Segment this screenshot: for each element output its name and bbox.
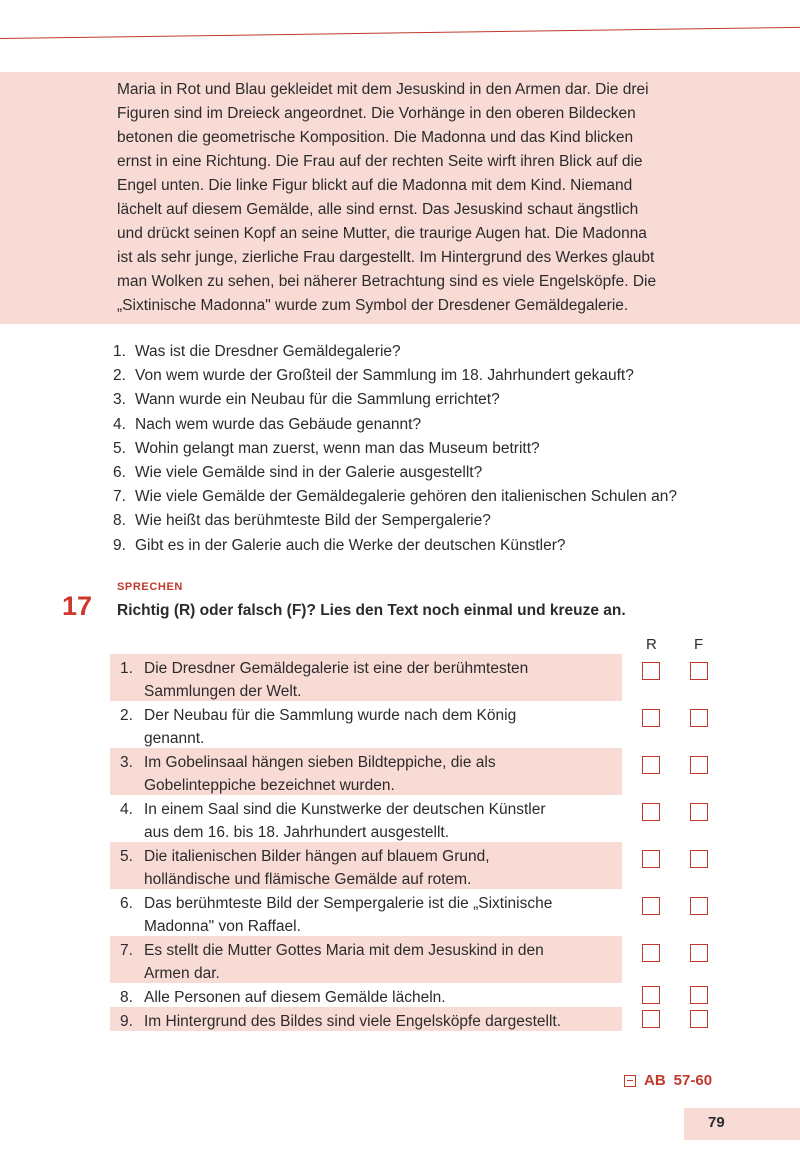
- statement-row: 7. Es stellt die Mutter Gottes Maria mit dem Jesuskind in den Armen dar.: [110, 936, 730, 983]
- reading-line: lächelt auf diesem Gemälde, alle sind ernst. Das Jesuskind schaut ängstlich: [117, 201, 639, 218]
- statement-row: 2. Der Neubau für die Sammlung wurde nach dem König genannt.: [110, 701, 730, 748]
- statement-row: 3. Im Gobelinsaal hängen sieben Bildteppiche, die als Gobelinteppiche bezeichnet wurden.: [110, 748, 730, 795]
- page-number-box: [684, 1108, 800, 1140]
- checkbox-f[interactable]: [690, 897, 708, 915]
- question-item: 5. Wohin gelangt man zuerst, wenn man das Museum betritt?: [113, 439, 540, 457]
- checkbox-f[interactable]: [690, 662, 708, 680]
- column-header-r: R: [646, 636, 657, 653]
- question-item: 6. Wie viele Gemälde sind in der Galerie ausgestellt?: [113, 464, 483, 482]
- checkbox-f[interactable]: [690, 850, 708, 868]
- checkbox-r[interactable]: [642, 850, 660, 868]
- checkbox-r[interactable]: [642, 897, 660, 915]
- statement-row: 6. Das berühmteste Bild der Sempergalerie ist die „Sixtinische Madonna" von Raffael.: [110, 889, 730, 936]
- question-item: 4. Nach wem wurde das Gebäude genannt?: [113, 415, 422, 433]
- reading-line: Maria in Rot und Blau gekleidet mit dem Jesuskind in den Armen dar. Die drei: [117, 81, 649, 98]
- checkbox-r[interactable]: [642, 803, 660, 821]
- top-rule: [0, 27, 800, 39]
- question-item: 7. Wie viele Gemälde der Gemäldegalerie gehören den italienischen Schulen an?: [113, 488, 677, 506]
- workbook-reference: [624, 1072, 712, 1089]
- question-item: 2. Von wem wurde der Großteil der Sammlung im 18. Jahrhundert gekauft?: [113, 367, 634, 385]
- checkbox-r[interactable]: [642, 756, 660, 774]
- checkbox-r[interactable]: [642, 986, 660, 1004]
- checkbox-f[interactable]: [690, 986, 708, 1004]
- statement-row: 8. Alle Personen auf diesem Gemälde lächeln.: [110, 983, 730, 1007]
- reading-line: betonen die geometrische Komposition. Die Madonna und das Kind blicken: [117, 129, 634, 146]
- exercise-number: 17: [62, 591, 93, 621]
- true-false-table: [110, 654, 730, 1031]
- checkbox-r[interactable]: [642, 662, 660, 680]
- checkbox-f[interactable]: [690, 709, 708, 727]
- page-number: 79: [708, 1114, 725, 1131]
- statement-row: 1. Die Dresdner Gemäldegalerie ist eine der berühmtesten Sammlungen der Welt.: [110, 654, 730, 701]
- checkbox-r[interactable]: [642, 709, 660, 727]
- reading-line: Engel unten. Die linke Figur blickt auf die Madonna mit dem Kind. Niemand: [117, 177, 633, 194]
- statement-row: 4. In einem Saal sind die Kunstwerke der deutschen Künstler aus dem 16. bis 18. Jahrhundert ausgestellt.: [110, 795, 730, 842]
- checkbox-f[interactable]: [690, 944, 708, 962]
- checkbox-f[interactable]: [690, 1010, 708, 1028]
- statement-row: 9. Im Hintergrund des Bildes sind viele Engelsköpfe dargestellt.: [110, 1007, 730, 1031]
- arrow-box-icon: [624, 1075, 636, 1087]
- reading-line: ist als sehr junge, zierliche Frau dargestellt. Im Hintergrund des Werkes glaubt: [117, 249, 655, 266]
- question-item: 1. Was ist die Dresdner Gemäldegalerie?: [113, 343, 401, 360]
- statement-row: 5. Die italienischen Bilder hängen auf blauem Grund, holländische und flämische Gemälde auf rotem.: [110, 842, 730, 889]
- section-label: SPRECHEN: [117, 581, 183, 593]
- exercise-title: Richtig (R) oder falsch (F)? Lies den Text noch einmal und kreuze an.: [117, 602, 626, 619]
- reading-line: Figuren sind im Dreieck angeordnet. Die Vorhänge in den oberen Bildecken: [117, 105, 636, 122]
- checkbox-r[interactable]: [642, 944, 660, 962]
- reading-line: und drückt seinen Kopf an seine Mutter, die traurige Augen hat. Die Madonna: [117, 225, 647, 242]
- workbook-pages: 57-60: [673, 1072, 713, 1089]
- question-item: 9. Gibt es in der Galerie auch die Werke der deutschen Künstler?: [113, 536, 566, 554]
- question-list: [113, 340, 677, 558]
- reading-line: „Sixtinische Madonna" wurde zum Symbol der Dresdener Gemäldegalerie.: [117, 297, 629, 314]
- reading-line: man Wolken zu sehen, bei näherer Betrachtung sind es viele Engelsköpfe. Die: [117, 273, 657, 290]
- checkbox-f[interactable]: [690, 803, 708, 821]
- reading-text: [117, 78, 717, 318]
- reading-line: ernst in eine Richtung. Die Frau auf der rechten Seite wirft ihren Blick auf die: [117, 153, 643, 170]
- workbook-label: AB: [644, 1072, 666, 1089]
- checkbox-r[interactable]: [642, 1010, 660, 1028]
- question-item: 8. Wie heißt das berühmteste Bild der Sempergalerie?: [113, 512, 491, 530]
- question-item: 3. Wann wurde ein Neubau für die Sammlung errichtet?: [113, 391, 500, 409]
- column-header-f: F: [694, 636, 704, 653]
- checkbox-f[interactable]: [690, 756, 708, 774]
